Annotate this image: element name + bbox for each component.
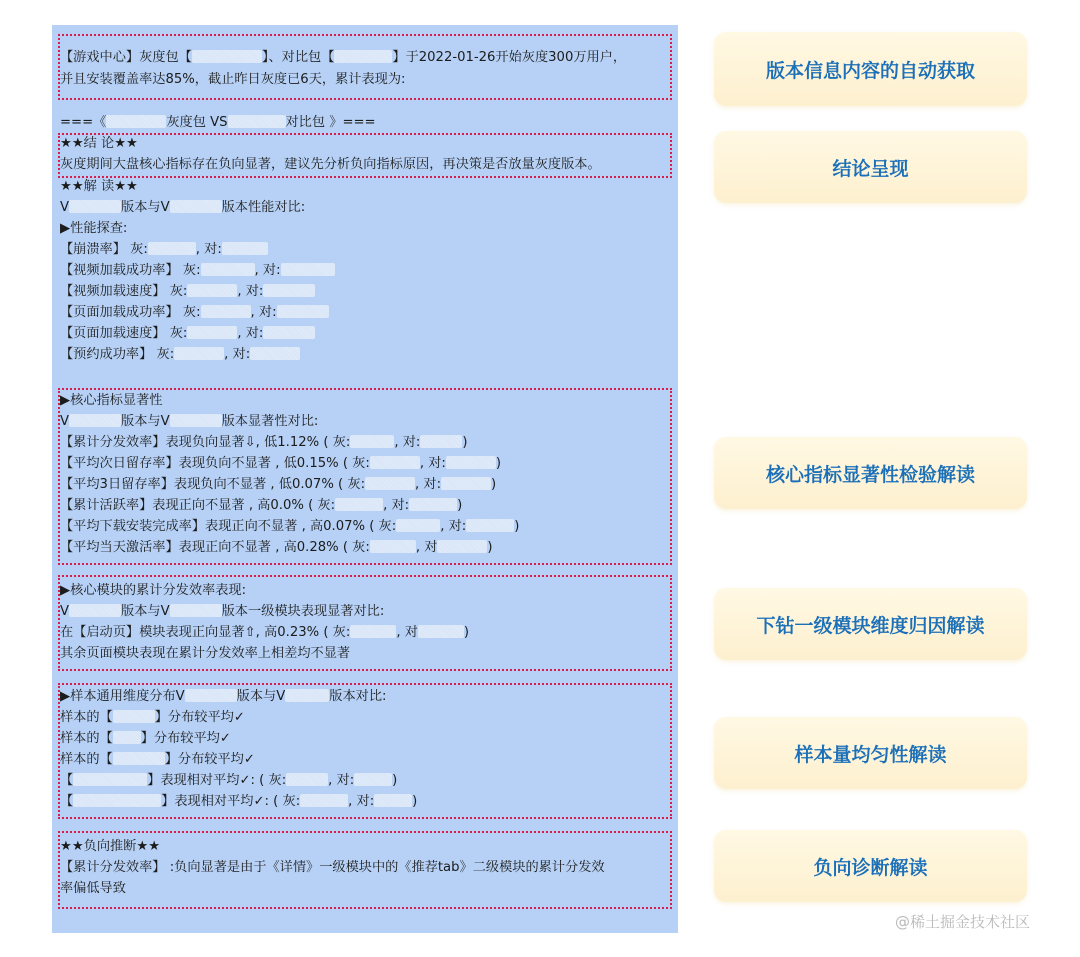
- annotation-card-negative-diagnosis: 负向诊断解读: [714, 830, 1027, 902]
- compare-title-text: 对比包 》===: [285, 115, 376, 130]
- significance-compare: [60, 412, 318, 432]
- intro-text: 】、对比包【: [261, 50, 335, 65]
- text: 版本与V: [121, 414, 170, 429]
- redacted: [418, 625, 464, 638]
- text: 样本的【: [60, 710, 113, 725]
- text: 样本的【: [60, 752, 113, 767]
- annotation-card-sample-uniformity: 样本量均匀性解读: [714, 717, 1027, 789]
- compare-title-text: ===《: [60, 115, 107, 130]
- sample-dist-item: [60, 708, 245, 728]
- redacted: [285, 689, 329, 702]
- module-rest: 其余页面模块表现在累计分发效率上相差均不显著: [60, 646, 351, 661]
- perf-label: 【页面加载成功率】 灰:: [60, 305, 201, 320]
- text: 【累计活跃率】表现正向不显著 , 高0.0% ( 灰:: [60, 498, 336, 513]
- text: , 对:: [419, 456, 446, 471]
- text: , 对:: [383, 498, 410, 513]
- text: 】分布较平均✓: [140, 731, 231, 746]
- redacted: [281, 263, 335, 276]
- perf-label: 【视频加载速度】 灰:: [60, 284, 188, 299]
- conclusion-heading: ★★结 论★★: [60, 136, 138, 151]
- annotation-card-conclusion: 结论呈现: [714, 131, 1027, 203]
- text: ): [392, 773, 398, 788]
- text: ): [495, 456, 501, 471]
- redacted: [187, 284, 237, 297]
- text: , 对:: [237, 326, 264, 341]
- text: 版本与V: [236, 689, 286, 704]
- text: 【: [60, 794, 74, 809]
- text: 版本显著性对比:: [221, 414, 319, 429]
- redacted: [192, 50, 262, 63]
- text: , 对:: [195, 242, 222, 257]
- text: , 对:: [254, 263, 281, 278]
- text: ): [457, 498, 463, 513]
- module-item: [60, 623, 469, 643]
- redacted: [170, 604, 222, 617]
- text: 版本性能对比:: [221, 200, 306, 215]
- text: 】分布较平均✓: [164, 752, 255, 767]
- perf-item: [60, 345, 300, 365]
- text: ▶样本通用维度分布V: [60, 689, 185, 704]
- redacted: [250, 347, 300, 360]
- redacted: [69, 604, 121, 617]
- redacted: [187, 326, 237, 339]
- intro-text: 】于2022-01-26开始灰度300万用户，: [392, 50, 627, 65]
- text: V: [60, 200, 70, 215]
- text: , 对:: [415, 477, 442, 492]
- redacted: [365, 477, 415, 490]
- redacted: [113, 752, 165, 765]
- intro-line-2: 并且安装覆盖率达85%，截止昨日灰度已6天，累计表现为:: [60, 72, 406, 87]
- intro-text: 【游戏中心】灰度包【: [60, 50, 192, 65]
- significance-item: [60, 517, 519, 537]
- redacted: [69, 200, 121, 213]
- annotation-card-module-drilldown: 下钻一级模块维度归因解读: [714, 588, 1027, 660]
- annotation-card-version-info: 版本信息内容的自动获取: [714, 32, 1027, 106]
- text: 【平均下载安装完成率】表现正向不显著 , 高0.07% ( 灰:: [60, 519, 397, 534]
- text: ): [462, 435, 468, 450]
- perf-label: 【预约成功率】 灰:: [60, 347, 175, 362]
- compare-title: [60, 113, 376, 133]
- redacted: [69, 414, 121, 427]
- text: 版本一级模块表现显著对比:: [221, 604, 385, 619]
- intro-line-1: [60, 48, 626, 68]
- text: , 对:: [348, 794, 375, 809]
- redacted: [185, 689, 237, 702]
- significance-item: [60, 454, 501, 474]
- text: , 对:: [440, 519, 467, 534]
- text: , 对:: [328, 773, 355, 788]
- interpretation-heading: ★★解 读★★: [60, 179, 138, 194]
- redacted: [335, 498, 383, 511]
- redacted: [396, 519, 440, 532]
- text: 【平均3日留存率】表现负向不显著 , 低0.07% ( 灰:: [60, 477, 366, 492]
- module-heading: ▶核心模块的累计分发效率表现:: [60, 583, 247, 598]
- redacted: [350, 435, 394, 448]
- text: ): [412, 794, 418, 809]
- redacted: [374, 794, 412, 807]
- text: 【累计分发效率】表现负向显著⇩, 低1.12% ( 灰:: [60, 435, 351, 450]
- significance-item: [60, 433, 467, 453]
- text: ): [491, 477, 497, 492]
- significance-item: [60, 475, 496, 495]
- redacted: [437, 540, 487, 553]
- text: , 对:: [250, 305, 277, 320]
- text: 【平均当天激活率】表现正向不显著 , 高0.28% ( 灰:: [60, 540, 370, 555]
- text: ): [514, 519, 520, 534]
- text: 】表现相对平均✓: ( 灰:: [161, 794, 301, 809]
- text: 版本对比:: [329, 689, 387, 704]
- text: ): [463, 625, 470, 640]
- watermark: @稀土掘金技术社区: [895, 913, 1031, 931]
- text: 【平均次日留存率】表现负向不显著 , 低0.15% ( 灰:: [60, 456, 370, 471]
- text: , 对: [396, 625, 418, 640]
- report-panel: [52, 25, 678, 933]
- compare-title-text: 灰度包 VS: [166, 115, 228, 130]
- redacted: [113, 731, 141, 744]
- redacted: [113, 710, 155, 723]
- redacted: [286, 773, 328, 786]
- perf-item: [60, 261, 335, 281]
- conclusion-text: 灰度期间大盘核心指标存在负向显著，建议先分析负向指标原因，再决策是否放量灰度版本。: [60, 157, 601, 172]
- negative-heading: ★★负向推断★★: [60, 839, 161, 854]
- module-compare: [60, 602, 384, 622]
- redacted: [222, 242, 268, 255]
- redacted: [263, 284, 315, 297]
- redacted: [300, 794, 348, 807]
- redacted: [446, 456, 496, 469]
- redacted: [170, 414, 222, 427]
- text: , 对:: [224, 347, 251, 362]
- redacted: [370, 456, 420, 469]
- perf-label: 【视频加载成功率】 灰:: [60, 263, 201, 278]
- text: , 对:: [394, 435, 421, 450]
- redacted: [263, 326, 315, 339]
- redacted: [174, 347, 224, 360]
- perf-label: 【页面加载速度】 灰:: [60, 326, 188, 341]
- redacted: [148, 242, 196, 255]
- text: 在【启动页】模块表现正向显著⇧, 高0.23% ( 灰:: [60, 625, 351, 640]
- redacted: [409, 498, 457, 511]
- redacted: [466, 519, 514, 532]
- text: 版本与V: [121, 604, 170, 619]
- text: ): [487, 540, 493, 555]
- significance-heading: ▶核心指标显著性: [60, 393, 163, 408]
- text: 】表现相对平均✓: ( 灰:: [147, 773, 287, 788]
- text: , 对:: [237, 284, 264, 299]
- significance-item: [60, 538, 493, 558]
- sample-dist-item: [60, 750, 255, 770]
- redacted: [277, 305, 329, 318]
- perf-item: [60, 324, 315, 344]
- text: 样本的【: [60, 731, 113, 746]
- perf-item: [60, 240, 268, 260]
- redacted: [106, 115, 166, 128]
- redacted: [73, 773, 147, 786]
- redacted: [73, 794, 161, 807]
- text: V: [60, 604, 70, 619]
- redacted: [201, 263, 255, 276]
- perf-item: [60, 303, 329, 323]
- sample-heading: [60, 687, 386, 707]
- perf-item: [60, 282, 315, 302]
- text: 】分布较平均✓: [154, 710, 245, 725]
- redacted: [228, 115, 286, 128]
- significance-item: [60, 496, 462, 516]
- text: , 对: [415, 540, 438, 555]
- redacted: [170, 200, 222, 213]
- redacted: [350, 625, 396, 638]
- perf-heading: ▶性能探查:: [60, 221, 128, 236]
- redacted: [420, 435, 462, 448]
- redacted: [370, 540, 416, 553]
- sample-rel-item: [60, 771, 397, 791]
- redacted: [201, 305, 251, 318]
- negative-line-1: 【累计分发效率】 :负向显著是由于《详情》一级模块中的《推荐tab》二级模块的累计分发效: [60, 860, 605, 875]
- redacted: [354, 773, 392, 786]
- text: 【: [60, 773, 74, 788]
- sample-dist-item: [60, 729, 231, 749]
- text: 版本与V: [121, 200, 170, 215]
- negative-line-2: 率偏低导致: [60, 881, 126, 896]
- text: V: [60, 414, 70, 429]
- perf-compare: [60, 198, 305, 218]
- perf-label: 【崩溃率】 灰:: [60, 242, 148, 257]
- redacted: [334, 50, 392, 63]
- redacted: [441, 477, 491, 490]
- annotation-card-significance: 核心指标显著性检验解读: [714, 437, 1027, 509]
- sample-rel-item: [60, 792, 417, 812]
